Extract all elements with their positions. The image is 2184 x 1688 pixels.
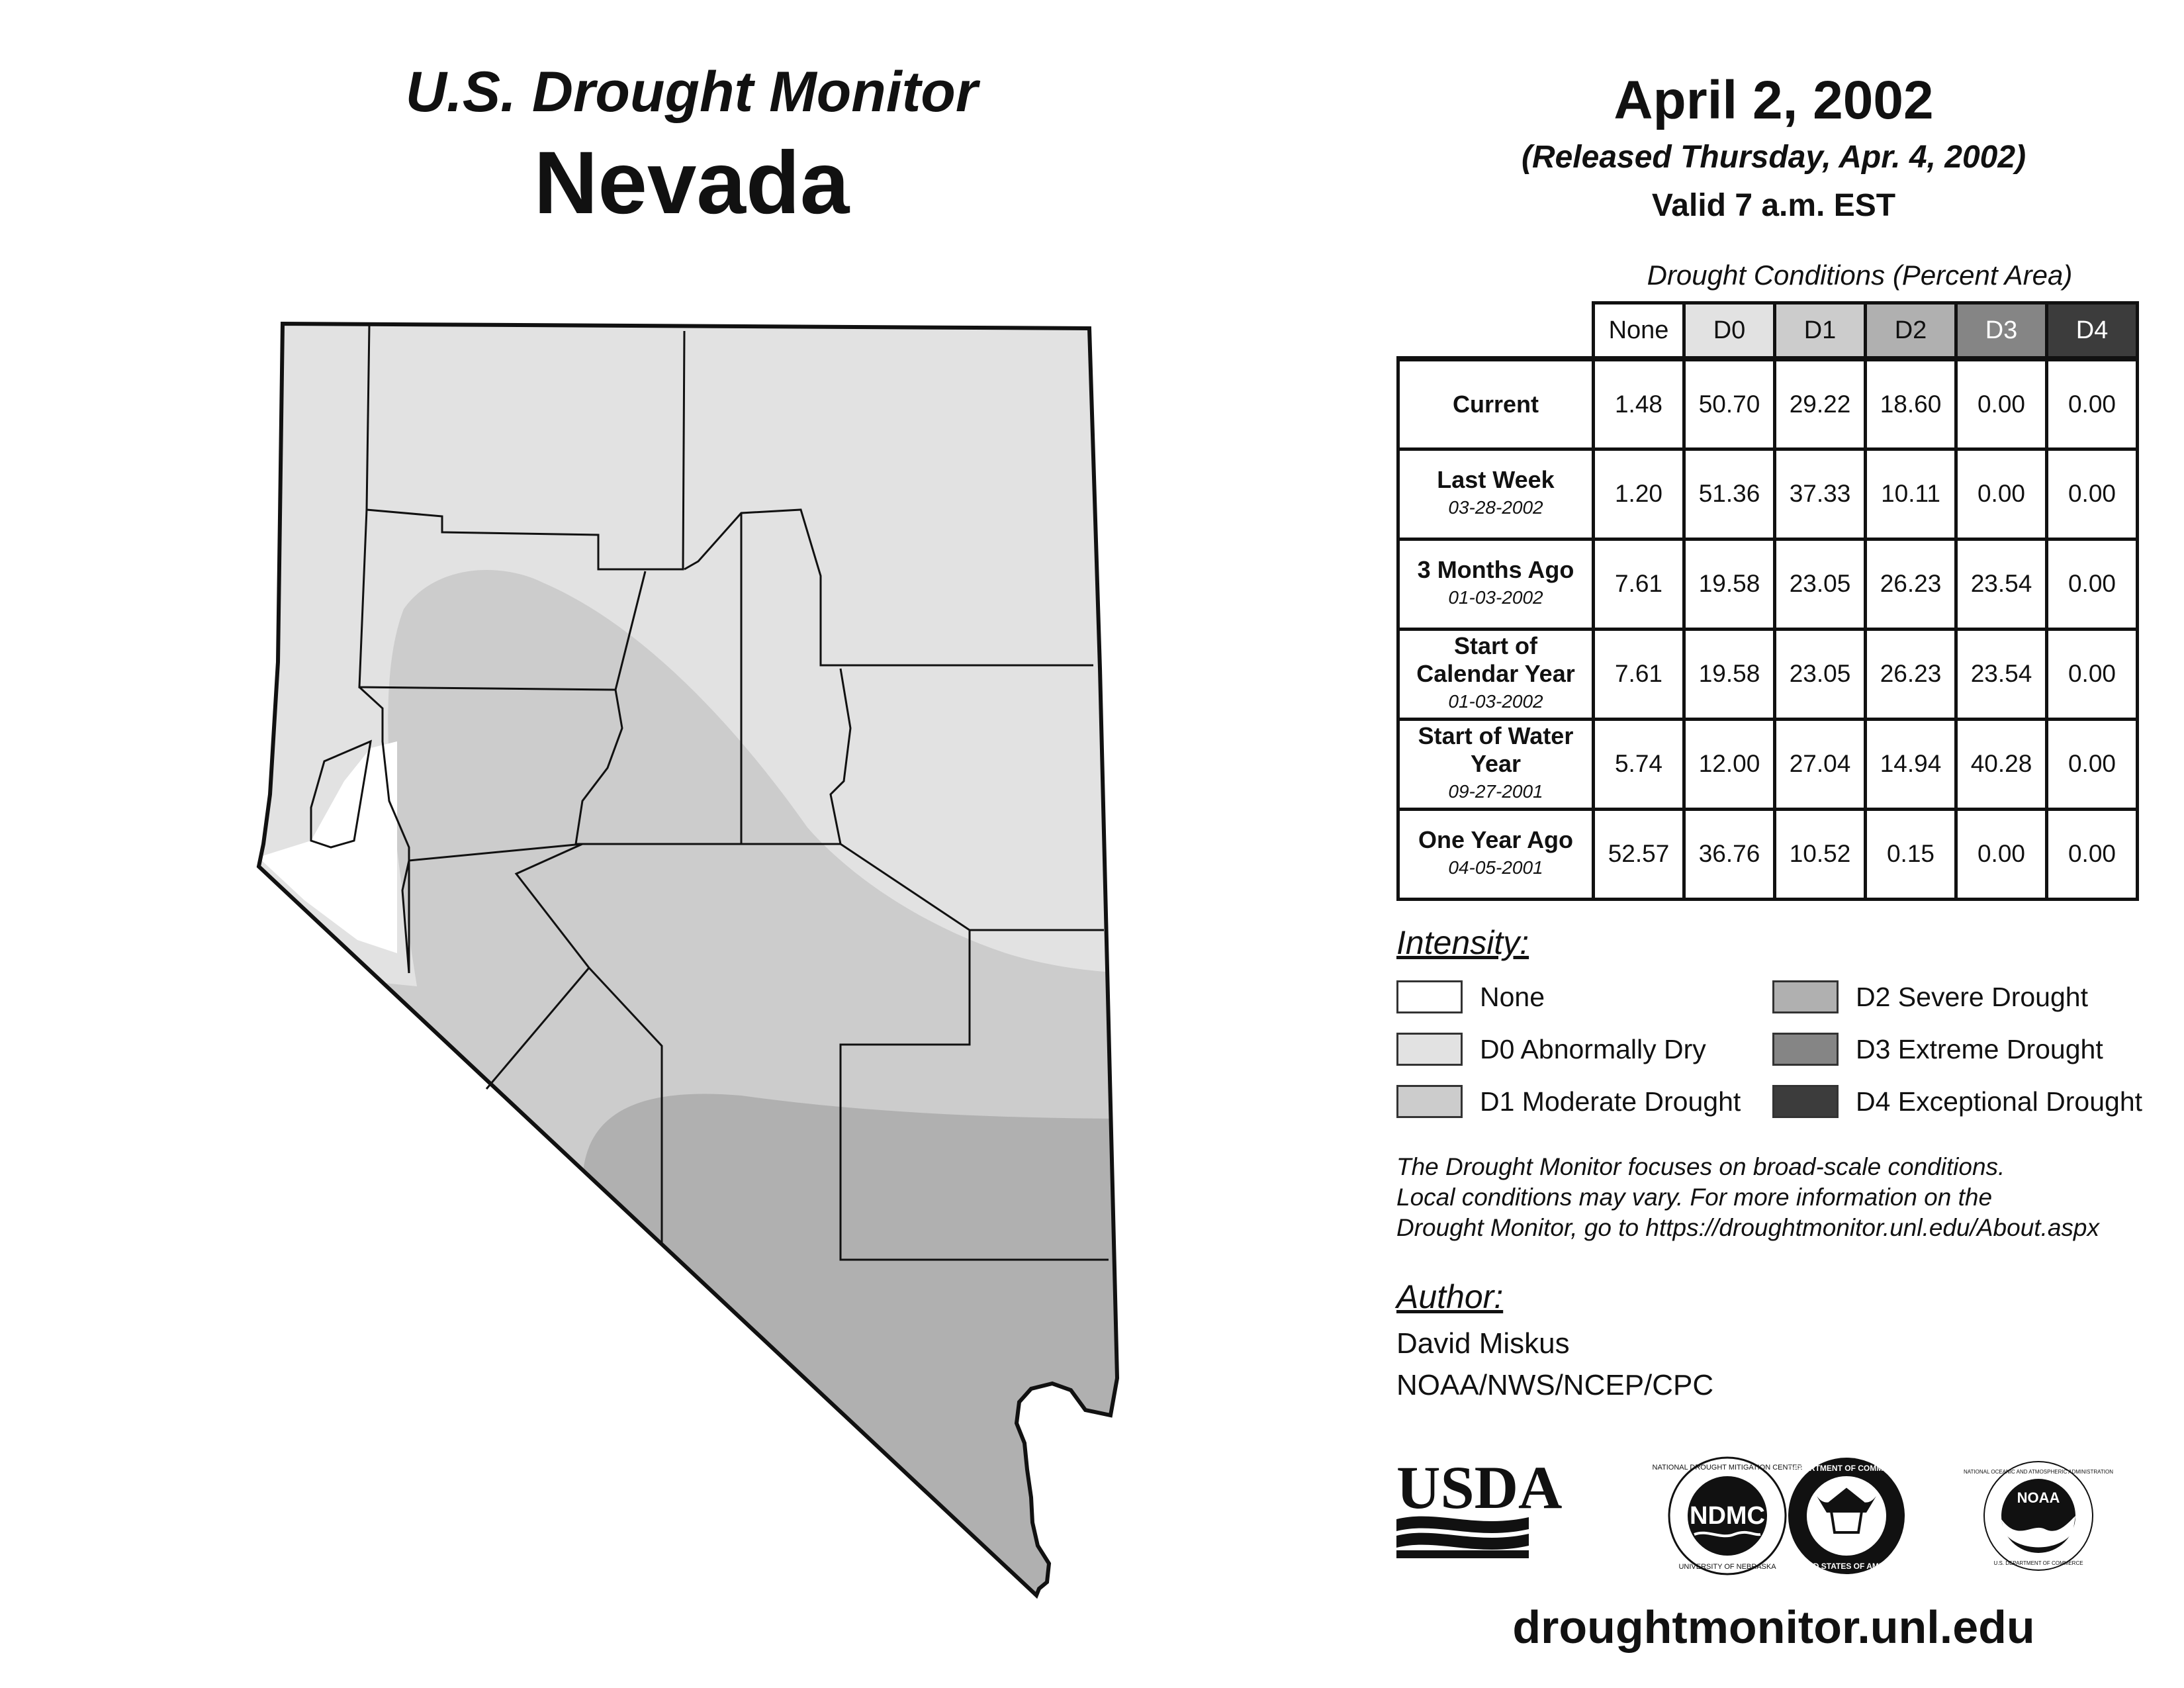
cell-d4: 0.00 (2047, 809, 2138, 899)
legend-label: D4 Exceptional Drought (1856, 1086, 2143, 1117)
column-header-d1: D1 (1775, 303, 1866, 359)
row-label (1398, 539, 1594, 629)
table-row (1398, 449, 2138, 539)
cell-d2: 26.23 (1866, 539, 1956, 629)
commerce-seal (1788, 1458, 1905, 1574)
svg-text:DEPARTMENT OF COMMERCE: DEPARTMENT OF COMMERCE (1788, 1464, 1905, 1473)
cell-d0: 19.58 (1684, 539, 1775, 629)
row-label-text: 3 Months Ago (1417, 556, 1574, 583)
cell-d0: 36.76 (1684, 809, 1775, 899)
column-header-d4: D4 (2047, 303, 2138, 359)
agency-logos (1396, 1456, 2184, 1589)
noaa-logo (1964, 1462, 2113, 1570)
cell-d3: 0.00 (1956, 809, 2047, 899)
cell-d1: 10.52 (1775, 809, 1866, 899)
note-line: Local conditions may vary. For more information on the (1396, 1184, 1993, 1211)
cell-d4: 0.00 (2047, 539, 2138, 629)
table-row (1398, 539, 2138, 629)
d2-region (582, 1094, 1138, 1622)
row-label (1398, 809, 1594, 899)
table-row (1398, 629, 2138, 719)
cell-d3: 0.00 (1956, 359, 2047, 449)
cell-d2: 14.94 (1866, 719, 1956, 809)
svg-text:UNITED STATES OF AMERICA: UNITED STATES OF AMERICA (1789, 1562, 1904, 1571)
legend-label: D2 Severe Drought (1856, 981, 2088, 1012)
row-label (1398, 449, 1594, 539)
row-date: 01-03-2002 (1448, 691, 1543, 712)
usda-logo (1396, 1456, 1562, 1558)
legend-item (1396, 1083, 1741, 1120)
cell-d3: 0.00 (1956, 449, 2047, 539)
legend-swatch (1772, 1085, 1839, 1118)
cell-none: 7.61 (1594, 629, 1684, 719)
cell-none: 52.57 (1594, 809, 1684, 899)
cell-d1: 29.22 (1775, 359, 1866, 449)
cell-d0: 19.58 (1684, 629, 1775, 719)
table-header-row (1398, 303, 2138, 359)
cell-none: 1.20 (1594, 449, 1684, 539)
legend-item (1772, 1031, 2103, 1068)
row-label-text: One Year Ago (1418, 826, 1574, 853)
cell-d1: 23.05 (1775, 629, 1866, 719)
table-row (1398, 809, 2138, 899)
column-header-d2: D2 (1866, 303, 1956, 359)
cell-d2: 18.60 (1866, 359, 1956, 449)
cell-d2: 0.15 (1866, 809, 1956, 899)
row-label-text: Current (1452, 390, 1539, 418)
author-name: David Miskus (1396, 1327, 1570, 1360)
cell-d2: 26.23 (1866, 629, 1956, 719)
table-row (1398, 359, 2138, 449)
cell-d4: 0.00 (2047, 629, 2138, 719)
legend-item (1396, 978, 1545, 1015)
column-header-none: None (1594, 303, 1684, 359)
legend-label: D0 Abnormally Dry (1480, 1033, 1706, 1064)
row-label (1398, 719, 1594, 809)
row-label (1398, 359, 1594, 449)
legend-item (1772, 978, 2088, 1015)
cell-d3: 23.54 (1956, 539, 2047, 629)
legend-item (1772, 1083, 2142, 1120)
cell-d0: 50.70 (1684, 359, 1775, 449)
cell-d1: 37.33 (1775, 449, 1866, 539)
table-corner (1398, 303, 1594, 359)
svg-text:U.S. DEPARTMENT OF COMMERCE: U.S. DEPARTMENT OF COMMERCE (1993, 1560, 2083, 1566)
drought-conditions-table (1396, 301, 2139, 901)
row-label-text: Last Week (1437, 466, 1555, 493)
cell-d4: 0.00 (2047, 719, 2138, 809)
cell-d3: 40.28 (1956, 719, 2047, 809)
svg-text:NATIONAL DROUGHT MITIGATION CE: NATIONAL DROUGHT MITIGATION CENTER (1652, 1464, 1803, 1472)
svg-text:NDMC: NDMC (1690, 1502, 1765, 1530)
map-date: April 2, 2002 (1614, 70, 1934, 130)
row-date: 09-27-2001 (1448, 781, 1543, 802)
row-date: 04-05-2001 (1448, 857, 1543, 878)
svg-text:NOAA: NOAA (2017, 1489, 2060, 1506)
note-line: The Drought Monitor focuses on broad-scale conditions. (1396, 1153, 2005, 1180)
legend-swatch (1772, 980, 1839, 1013)
cell-d0: 12.00 (1684, 719, 1775, 809)
legend-label: D3 Extreme Drought (1856, 1033, 2103, 1064)
cell-d4: 0.00 (2047, 449, 2138, 539)
website-link[interactable]: droughtmonitor.unl.edu (1512, 1601, 2035, 1653)
legend-swatch (1772, 1033, 1839, 1066)
disclaimer-note (1396, 1152, 2177, 1243)
state-title: Nevada (533, 134, 850, 232)
cell-d3: 23.54 (1956, 629, 2047, 719)
cell-d1: 27.04 (1775, 719, 1866, 809)
valid-time: Valid 7 a.m. EST (1651, 188, 1896, 223)
row-date: 03-28-2002 (1448, 497, 1543, 518)
legend-swatch (1396, 1085, 1463, 1118)
legend-swatch (1396, 1033, 1463, 1066)
cell-d0: 51.36 (1684, 449, 1775, 539)
ndmc-logo (1653, 1458, 1803, 1574)
author-title: Author: (1396, 1278, 1504, 1315)
cell-d2: 10.11 (1866, 449, 1956, 539)
intensity-title: Intensity: (1396, 924, 1529, 961)
row-label-text: Start of Calendar Year (1416, 632, 1575, 687)
legend-label: D1 Moderate Drought (1480, 1086, 1741, 1117)
monitor-title: U.S. Drought Monitor (405, 60, 978, 124)
cell-none: 7.61 (1594, 539, 1684, 629)
table-caption: Drought Conditions (Percent Area) (1647, 259, 2073, 291)
svg-text:USDA: USDA (1396, 1456, 1563, 1521)
row-date: 01-03-2002 (1448, 587, 1543, 608)
cell-none: 1.48 (1594, 359, 1684, 449)
svg-text:NATIONAL OCEANIC AND ATMOSPHER: NATIONAL OCEANIC AND ATMOSPHERIC ADMINISTRATION (1964, 1469, 2113, 1475)
table-row (1398, 719, 2138, 809)
column-header-d0: D0 (1684, 303, 1775, 359)
cell-d4: 0.00 (2047, 359, 2138, 449)
release-date: (Released Thursday, Apr. 4, 2002) (1521, 140, 2026, 175)
svg-text:UNIVERSITY OF NEBRASKA: UNIVERSITY OF NEBRASKA (1678, 1563, 1776, 1571)
author-organization: NOAA/NWS/NCEP/CPC (1396, 1369, 1714, 1401)
cell-d1: 23.05 (1775, 539, 1866, 629)
row-label (1398, 629, 1594, 719)
row-label-text: Start of Water Year (1418, 722, 1574, 777)
legend-swatch (1396, 980, 1463, 1013)
legend-item (1396, 1031, 1706, 1068)
cell-none: 5.74 (1594, 719, 1684, 809)
legend-label: None (1480, 981, 1545, 1012)
column-header-d3: D3 (1956, 303, 2047, 359)
note-line: Drought Monitor, go to https://droughtmonitor.unl.edu/About.aspx (1396, 1214, 2099, 1241)
